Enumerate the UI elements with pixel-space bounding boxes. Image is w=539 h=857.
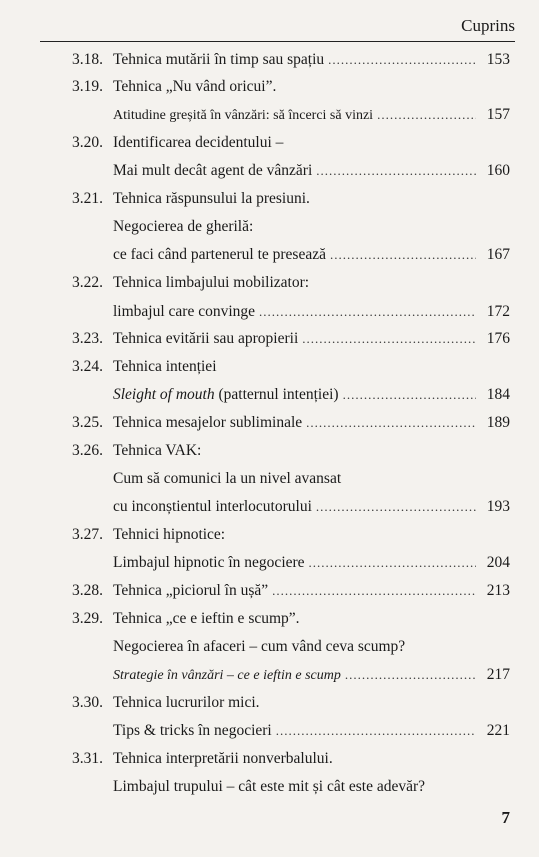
dot-leader	[272, 580, 476, 602]
entry-subtitle: Cum să comunici la un nivel avansat	[113, 470, 342, 487]
entry-number: 3.28.	[72, 582, 103, 599]
entry-subtitle: Limbajul hipnotic în negociere	[113, 554, 305, 571]
dot-leader	[330, 244, 476, 266]
entry-subtitle: Limbajul trupului – cât este mit și cât este adevăr?	[113, 778, 426, 795]
toc-entry	[0, 272, 539, 294]
entry-subtitle: Negocierea în afaceri – cum vând ceva scump?	[113, 638, 406, 655]
entry-row	[113, 580, 510, 602]
page-ref: 153	[486, 51, 510, 68]
entry-row	[113, 384, 510, 406]
toc-entry-continuation	[0, 104, 539, 126]
entry-subtitle: Atitudine greșită în vânzări: să încerci să vinzi	[113, 108, 374, 123]
entry-title: Tehnica interpretării nonverbalului.	[113, 750, 333, 767]
dot-leader	[302, 328, 476, 350]
entry-row	[113, 552, 510, 574]
dot-leader	[345, 664, 476, 686]
entry-subtitle: cu inconștientul interlocutorului	[113, 498, 312, 515]
toc-entry-continuation	[0, 468, 539, 490]
entry-row	[113, 301, 510, 323]
dot-leader	[316, 160, 476, 182]
page-ref: 217	[486, 666, 510, 683]
page-ref: 160	[486, 162, 510, 179]
toc-entry-continuation	[0, 636, 539, 658]
entry-row	[113, 328, 510, 350]
entry-row	[113, 104, 510, 127]
toc-entry	[0, 580, 539, 602]
entry-title: Tehnici hipnotice:	[113, 526, 226, 543]
entry-title: Tehnica „Nu vând oricui”.	[113, 78, 277, 95]
toc-entry-continuation	[0, 301, 539, 323]
toc-entry-continuation	[0, 664, 539, 686]
toc-entry	[0, 328, 539, 350]
dot-leader	[377, 104, 476, 126]
toc-entry-continuation	[0, 244, 539, 266]
page-ref: 193	[486, 498, 510, 515]
entry-number: 3.20.	[72, 134, 103, 151]
toc-entry	[0, 49, 539, 71]
entry-row	[113, 244, 510, 266]
entry-row	[113, 664, 510, 687]
entry-subtitle: Tips & tricks în negocieri	[113, 722, 272, 739]
entry-row	[113, 496, 510, 518]
entry-row	[113, 412, 510, 434]
entry-subtitle: Mai mult decât agent de vânzări	[113, 162, 313, 179]
running-header: Cuprins	[461, 16, 515, 35]
toc-entry-continuation	[0, 496, 539, 518]
entry-number: 3.24.	[72, 358, 103, 375]
page-ref: 157	[486, 106, 510, 123]
toc-entry-continuation	[0, 552, 539, 574]
entry-row	[113, 720, 510, 742]
entry-subtitle: ce faci când partenerul te presează	[113, 246, 326, 263]
page-ref: 213	[486, 582, 510, 599]
toc-entry	[0, 748, 539, 770]
entry-number: 3.22.	[72, 274, 103, 291]
entry-title: Tehnica „ce e ieftin e scump”.	[113, 610, 300, 627]
entry-subtitle-suffix: (patternul intenției)	[214, 386, 339, 403]
toc-entry-continuation	[0, 384, 539, 406]
entry-number: 3.26.	[72, 442, 103, 459]
page-ref: 221	[486, 722, 510, 739]
entry-number: 3.19.	[72, 78, 103, 95]
dot-leader	[316, 496, 476, 518]
entry-number: 3.27.	[72, 526, 103, 543]
entry-row	[113, 160, 510, 182]
entry-number: 3.18.	[72, 51, 103, 68]
page-ref: 167	[486, 246, 510, 263]
page-ref: 172	[486, 303, 510, 320]
toc-entry	[0, 524, 539, 546]
dot-leader	[306, 412, 476, 434]
entry-title: Tehnica mesajelor subliminale	[113, 414, 303, 431]
page-ref: 184	[486, 386, 510, 403]
entry-subtitle-wrap	[113, 384, 339, 406]
entry-title: Tehnica „piciorul în ușă”	[113, 582, 269, 599]
entry-number: 3.23.	[72, 330, 103, 347]
toc-entry-continuation	[0, 720, 539, 742]
entry-title: Identificarea decidentului –	[113, 134, 284, 151]
entry-subtitle: Strategie în vânzări – ce e ieftin e scump	[113, 668, 341, 683]
page-ref: 189	[486, 414, 510, 431]
dot-leader	[259, 301, 476, 323]
toc-entry	[0, 412, 539, 434]
toc-entry	[0, 692, 539, 714]
toc-entry	[0, 608, 539, 630]
toc-entry-continuation	[0, 216, 539, 238]
entry-subtitle: limbajul care convinge	[113, 303, 256, 320]
entry-title: Tehnica evitării sau apropierii	[113, 330, 299, 347]
toc-entry	[0, 440, 539, 462]
dot-leader	[343, 384, 476, 406]
page-number: 7	[501, 808, 510, 827]
toc-entry	[0, 188, 539, 210]
page-ref: 176	[486, 330, 510, 347]
page-ref: 204	[486, 554, 510, 571]
entry-number: 3.31.	[72, 750, 103, 767]
toc-entry-continuation	[0, 776, 539, 798]
dot-leader	[276, 720, 476, 742]
entry-number: 3.21.	[72, 190, 103, 207]
entry-subtitle: Negocierea de gherilă:	[113, 218, 254, 235]
entry-subtitle-italic: Sleight of mouth	[113, 386, 215, 403]
toc-entry	[0, 132, 539, 154]
entry-title: Tehnica limbajului mobilizator:	[113, 274, 310, 291]
entry-number: 3.30.	[72, 694, 103, 711]
header-rule	[40, 41, 515, 42]
toc-entry	[0, 76, 539, 98]
entry-row	[113, 49, 510, 71]
toc-entry-continuation	[0, 160, 539, 182]
entry-title: Tehnica răspunsului la presiuni.	[113, 190, 310, 207]
entry-title: Tehnica lucrurilor mici.	[113, 694, 260, 711]
dot-leader	[309, 552, 476, 574]
entry-title: Tehnica mutării în timp sau spațiu	[113, 51, 325, 68]
entry-title: Tehnica VAK:	[113, 442, 202, 459]
entry-number: 3.29.	[72, 610, 103, 627]
toc-entry	[0, 356, 539, 378]
dot-leader	[328, 49, 476, 71]
entry-number: 3.25.	[72, 414, 103, 431]
entry-title: Tehnica intenției	[113, 358, 217, 375]
